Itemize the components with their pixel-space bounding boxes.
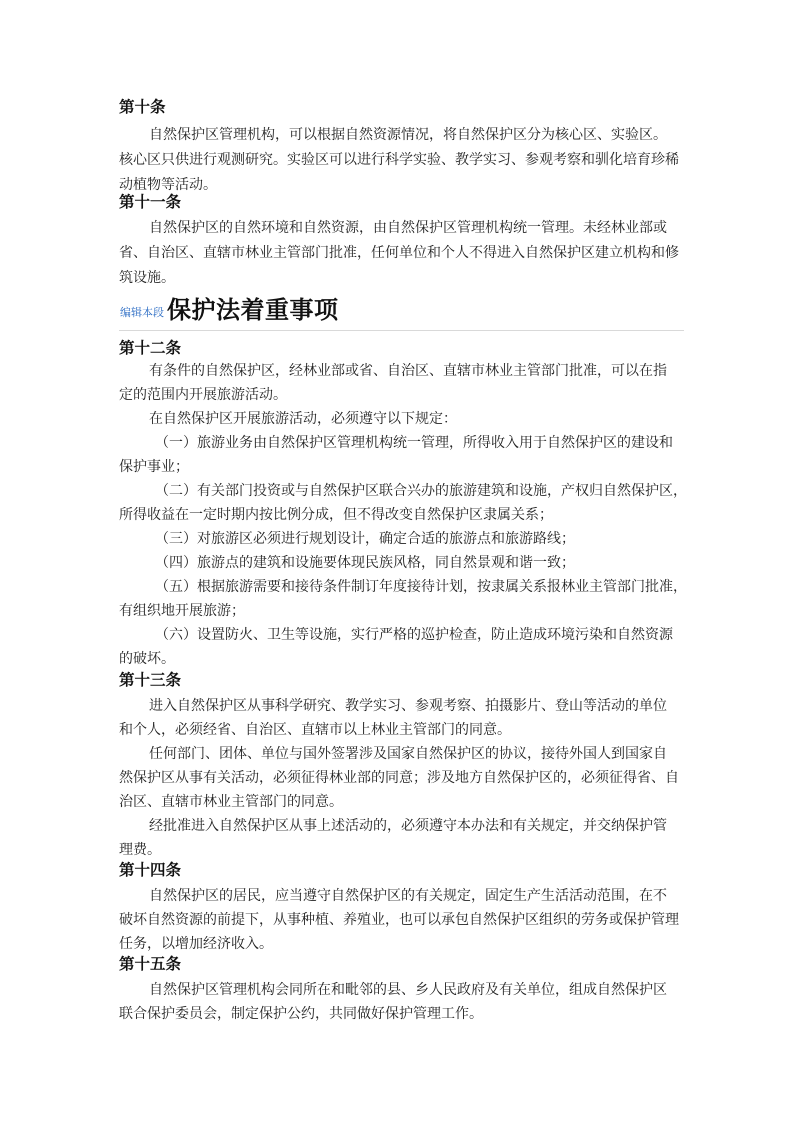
article-12-line: （五）根据旅游需要和接待条件制订年度接待计划，按隶属关系报林业主管部门批准，: [155, 579, 687, 595]
article-11-title: 第十一条: [119, 192, 182, 211]
article-15-title: 第十五条: [119, 954, 182, 973]
article-12-line: 定的范围内开展旅游活动。: [119, 387, 287, 403]
edit-section-link[interactable]: 编辑本段: [120, 306, 164, 319]
article-11-line: 自然保护区的自然环境和自然资源，由自然保护区管理机构统一管理。未经林业部或: [149, 220, 667, 236]
article-11-line: 省、自治区、直辖市林业主管部门批准，任何单位和个人不得进入自然保护区建立机构和修: [119, 245, 679, 261]
article-12-title: 第十二条: [119, 338, 182, 357]
article-13-line: 然保护区从事有关活动，必须征得林业部的同意；涉及地方自然保护区的，必须征得省、自: [119, 770, 679, 786]
section-title: 保护法着重事项: [167, 295, 339, 324]
article-13-line: 治区、直辖市林业主管部门的同意。: [119, 794, 343, 810]
section-divider: [119, 330, 684, 331]
article-11-line: 筑设施。: [119, 270, 175, 286]
article-12-line: （六）设置防火、卫生等设施，实行严格的巡护检查，防止造成环境污染和自然资源: [155, 627, 673, 643]
article-12-line: 有组织地开展旅游；: [119, 603, 245, 619]
article-14-line: 任务，以增加经济收入。: [119, 936, 273, 952]
article-15-line: 联合保护委员会，制定保护公约，共同做好保护管理工作。: [119, 1006, 483, 1022]
article-10-title: 第十条: [119, 97, 166, 116]
article-12-line: 所得收益在一定时期内按比例分成，但不得改变自然保护区隶属关系；: [119, 507, 553, 523]
article-13-line: 任何部门、团体、单位与国外签署涉及国家自然保护区的协议，接待外国人到国家自: [149, 746, 667, 762]
article-13-line: 经批准进入自然保护区从事上述活动的，必须遵守本办法和有关规定，并交纳保护管: [149, 818, 667, 834]
article-10-line: 核心区只供进行观测研究。实验区可以进行科学实验、教学实习、参观考察和驯化培育珍稀: [119, 152, 679, 168]
article-15-line: 自然保护区管理机构会同所在和毗邻的县、乡人民政府及有关单位，组成自然保护区: [149, 982, 667, 998]
article-12-line: 有条件的自然保护区，经林业部或省、自治区、直辖市林业主管部门批准，可以在指: [149, 363, 667, 379]
article-12-line: （二）有关部门投资或与自然保护区联合兴办的旅游建筑和设施，产权归自然保护区，: [155, 483, 687, 499]
article-10-line: 自然保护区管理机构，可以根据自然资源情况，将自然保护区分为核心区、实验区。: [149, 127, 667, 143]
article-13-title: 第十三条: [119, 670, 182, 689]
article-12-line: （三）对旅游区必须进行规划设计，确定合适的旅游点和旅游路线；: [155, 531, 575, 547]
section-heading: [120, 290, 339, 324]
article-13-line: 和个人，必须经省、自治区、直辖市以上林业主管部门的同意。: [119, 722, 511, 738]
article-13-line: 理费。: [119, 842, 161, 858]
article-14-line: 破坏自然资源的前提下，从事种植、养殖业，也可以承包自然保护区组织的劳务或保护管理: [119, 912, 679, 928]
article-12-line: 在自然保护区开展旅游活动，必须遵守以下规定：: [149, 411, 457, 427]
article-14-line: 自然保护区的居民，应当遵守自然保护区的有关规定，固定生产生活活动范围，在不: [149, 888, 667, 904]
article-12-line: 保护事业；: [119, 459, 189, 475]
article-12-line: 的破坏。: [119, 651, 175, 667]
article-10-line: 动植物等活动。: [119, 177, 217, 193]
article-12-line: （一）旅游业务由自然保护区管理机构统一管理，所得收入用于自然保护区的建设和: [155, 435, 673, 451]
article-12-line: （四）旅游点的建筑和设施要体现民族风格，同自然景观和谐一致；: [155, 555, 575, 571]
article-14-title: 第十四条: [119, 860, 182, 879]
article-13-line: 进入自然保护区从事科学研究、教学实习、参观考察、拍摄影片、登山等活动的单位: [149, 698, 667, 714]
